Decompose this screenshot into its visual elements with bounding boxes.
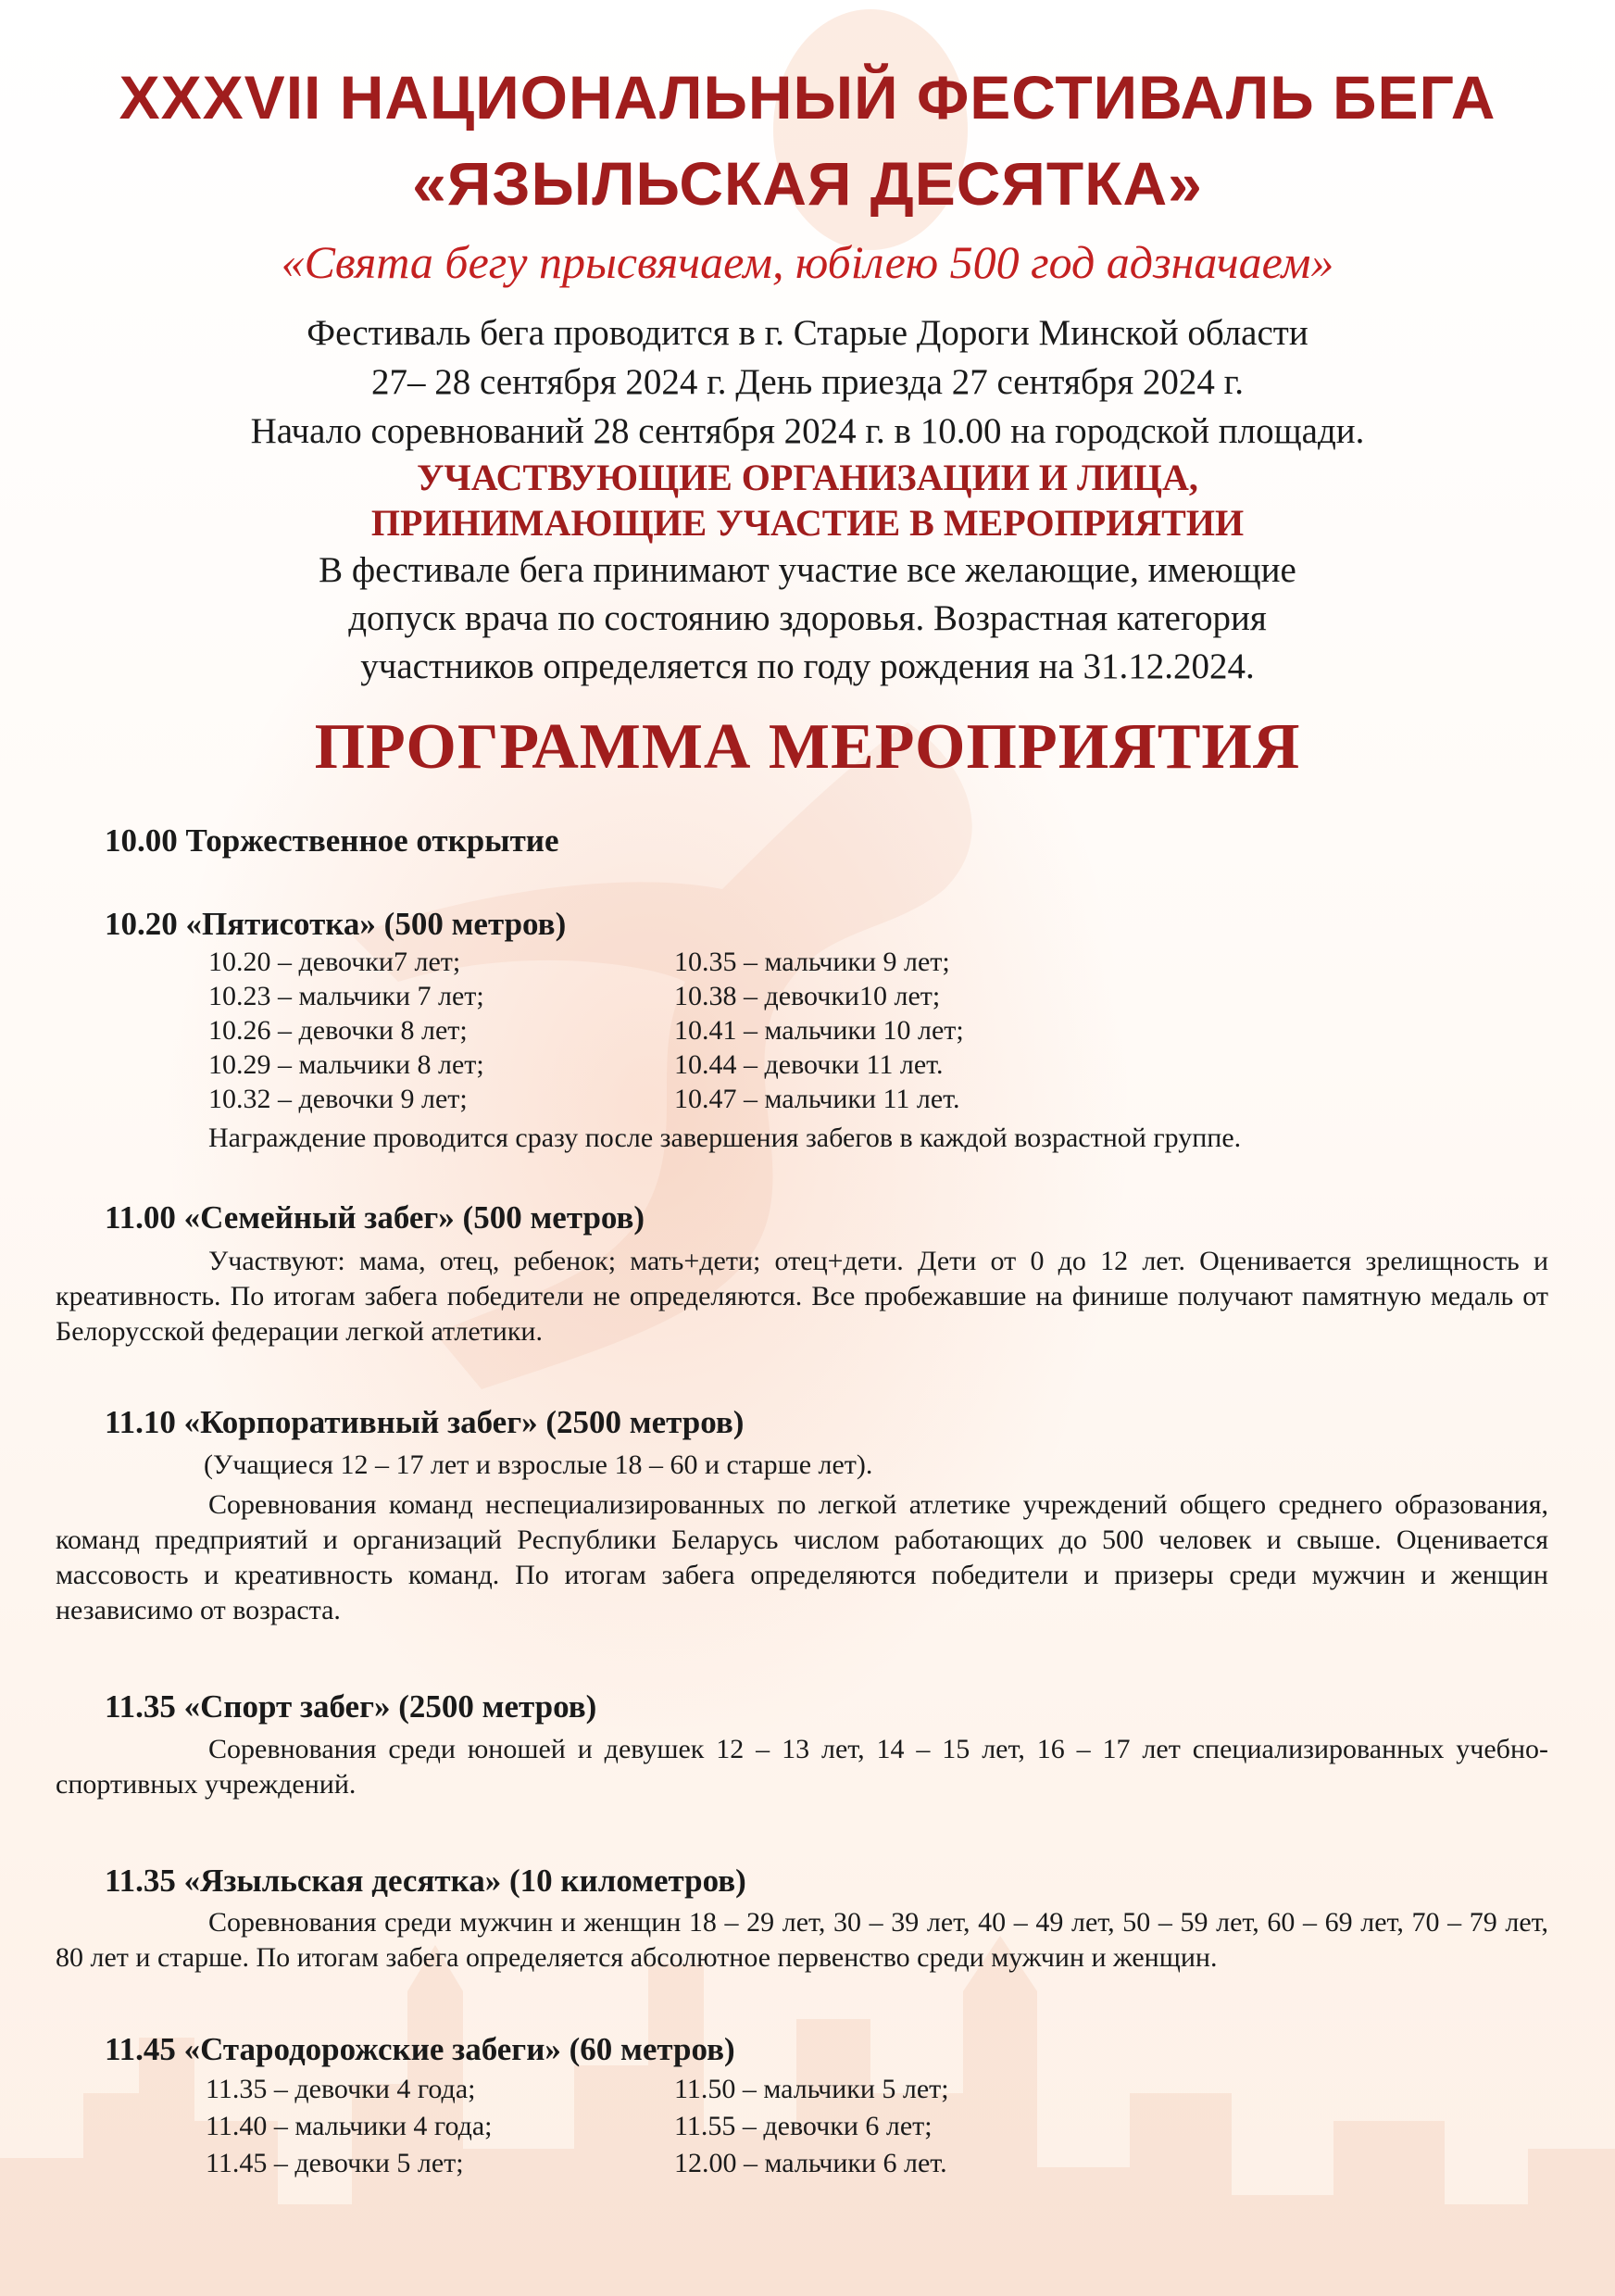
schedule-row: 11.40 – мальчики 4 года; (206, 2111, 493, 2141)
event-60m-title: 11.45 «Стародорожские забеги» (60 метров) (105, 2031, 735, 2067)
program-heading: ПРОГРАММА МЕРОПРИЯТИЯ (314, 711, 1301, 783)
schedule-row: 11.55 – девочки 6 лет; (674, 2111, 933, 2141)
festival-title-line2: «ЯЗЫЛЬСКАЯ ДЕСЯТКА» (412, 149, 1203, 218)
schedule-row: 11.50 – мальчики 5 лет; (674, 2074, 949, 2104)
schedule-row: 10.23 – мальчики 7 лет; (208, 981, 484, 1011)
event-corporate-run-text: Соревнования команд неспециализированных по легкой атлетике учреждений общего среднего образования, команд предприятий и организаций Республики Беларусь числом работающих до 500 человек и свыше. Оценивается массовость и креативность команд. По итогам забега определяются победители и призеры среди мужчин и женщин независимо от возраста. (56, 1489, 1548, 1625)
schedule-row: 10.47 – мальчики 11 лет. (674, 1084, 960, 1114)
participants-line-2: допуск врача по состоянию здоровья. Возрастная категория (348, 598, 1267, 638)
schedule-row: 10.44 – девочки 11 лет. (674, 1049, 944, 1080)
schedule-row: 10.32 – девочки 9 лет; (208, 1084, 468, 1114)
intro-line-2: 27– 28 сентября 2024 г. День приезда 27 сентября 2024 г. (370, 362, 1245, 402)
event-family-run-title: 11.00 «Семейный забег» (500 метров) (105, 1199, 645, 1236)
schedule-row: 11.45 – девочки 5 лет; (206, 2148, 464, 2178)
participants-line-1: В фестивале бега принимают участие все желающие, имеющие (319, 550, 1296, 590)
event-corporate-run-age-note: (Учащиеся 12 – 17 лет и взрослые 18 – 60 и старше лет). (204, 1449, 873, 1480)
festival-slogan: «Свята бегу прысвячаем, юбілею 500 год адзначаем» (281, 236, 1334, 288)
awards-note: Награждение проводится сразу после завершения забегов в каждой возрастной группе. (208, 1123, 1242, 1153)
participants-heading-line2: ПРИНИМАЮЩИЕ УЧАСТИЕ В МЕРОПРИЯТИИ (370, 502, 1245, 544)
participants-heading-line1: УЧАСТВУЮЩИЕ ОРГАНИЗАЦИИ И ЛИЦА, (417, 457, 1198, 498)
schedule-row: 10.29 – мальчики 8 лет; (208, 1049, 484, 1080)
schedule-row: 10.41 – мальчики 10 лет; (674, 1015, 964, 1046)
event-family-run-text: Участвуют: мама, отец, ребенок; мать+дети; отец+дети. Дети от 0 до 12 лет. Оценивается зрелищность и креативность. По итогам забега победители не определяются. Все пробежавшие на финише получают памятную медаль от Белорусской федерации легкой атлетики. (56, 1246, 1548, 1347)
intro-line-1: Фестиваль бега проводится в г. Старые Дороги Минской области (307, 313, 1308, 353)
participants-line-3: участников определяется по году рождения на 31.12.2024. (360, 646, 1255, 686)
event-10km-text: Соревнования среди мужчин и женщин 18 – 29 лет, 30 – 39 лет, 40 – 49 лет, 50 – 59 лет, 60 – 69 лет, 70 – 79 лет, 80 лет и старше. По итогам забега определяется абсолютное первенство среди мужчин и женщин. (56, 1907, 1548, 1973)
event-corporate-run-title: 11.10 «Корпоративный забег» (2500 метров) (105, 1404, 745, 1440)
schedule-row: 10.35 – мальчики 9 лет; (674, 947, 950, 977)
festival-title-line1: XXXVII НАЦИОНАЛЬНЫЙ ФЕСТИВАЛЬ БЕГА (119, 63, 1496, 132)
event-opening-title: 10.00 Торжественное открытие (105, 822, 559, 859)
event-10km-title: 11.35 «Языльская десятка» (10 километров) (105, 1863, 746, 1899)
schedule-row: 11.35 – девочки 4 года; (206, 2074, 476, 2104)
schedule-row: 10.26 – девочки 8 лет; (208, 1015, 468, 1046)
intro-line-3: Начало соревнований 28 сентября 2024 г. в 10.00 на городской площади. (250, 411, 1365, 451)
schedule-row: 10.20 – девочки7 лет; (208, 947, 461, 977)
schedule-row: 12.00 – мальчики 6 лет. (674, 2148, 947, 2178)
schedule-row: 10.38 – девочки10 лет; (674, 981, 941, 1011)
event-sport-run-text: Соревнования среди юношей и девушек 12 – 13 лет, 14 – 15 лет, 16 – 17 лет специализированных учебно-спортивных учреждений. (56, 1734, 1548, 1800)
event-sport-run-title: 11.35 «Спорт забег» (2500 метров) (105, 1688, 597, 1725)
event-500m-title: 10.20 «Пятисотка» (500 метров) (105, 906, 567, 942)
